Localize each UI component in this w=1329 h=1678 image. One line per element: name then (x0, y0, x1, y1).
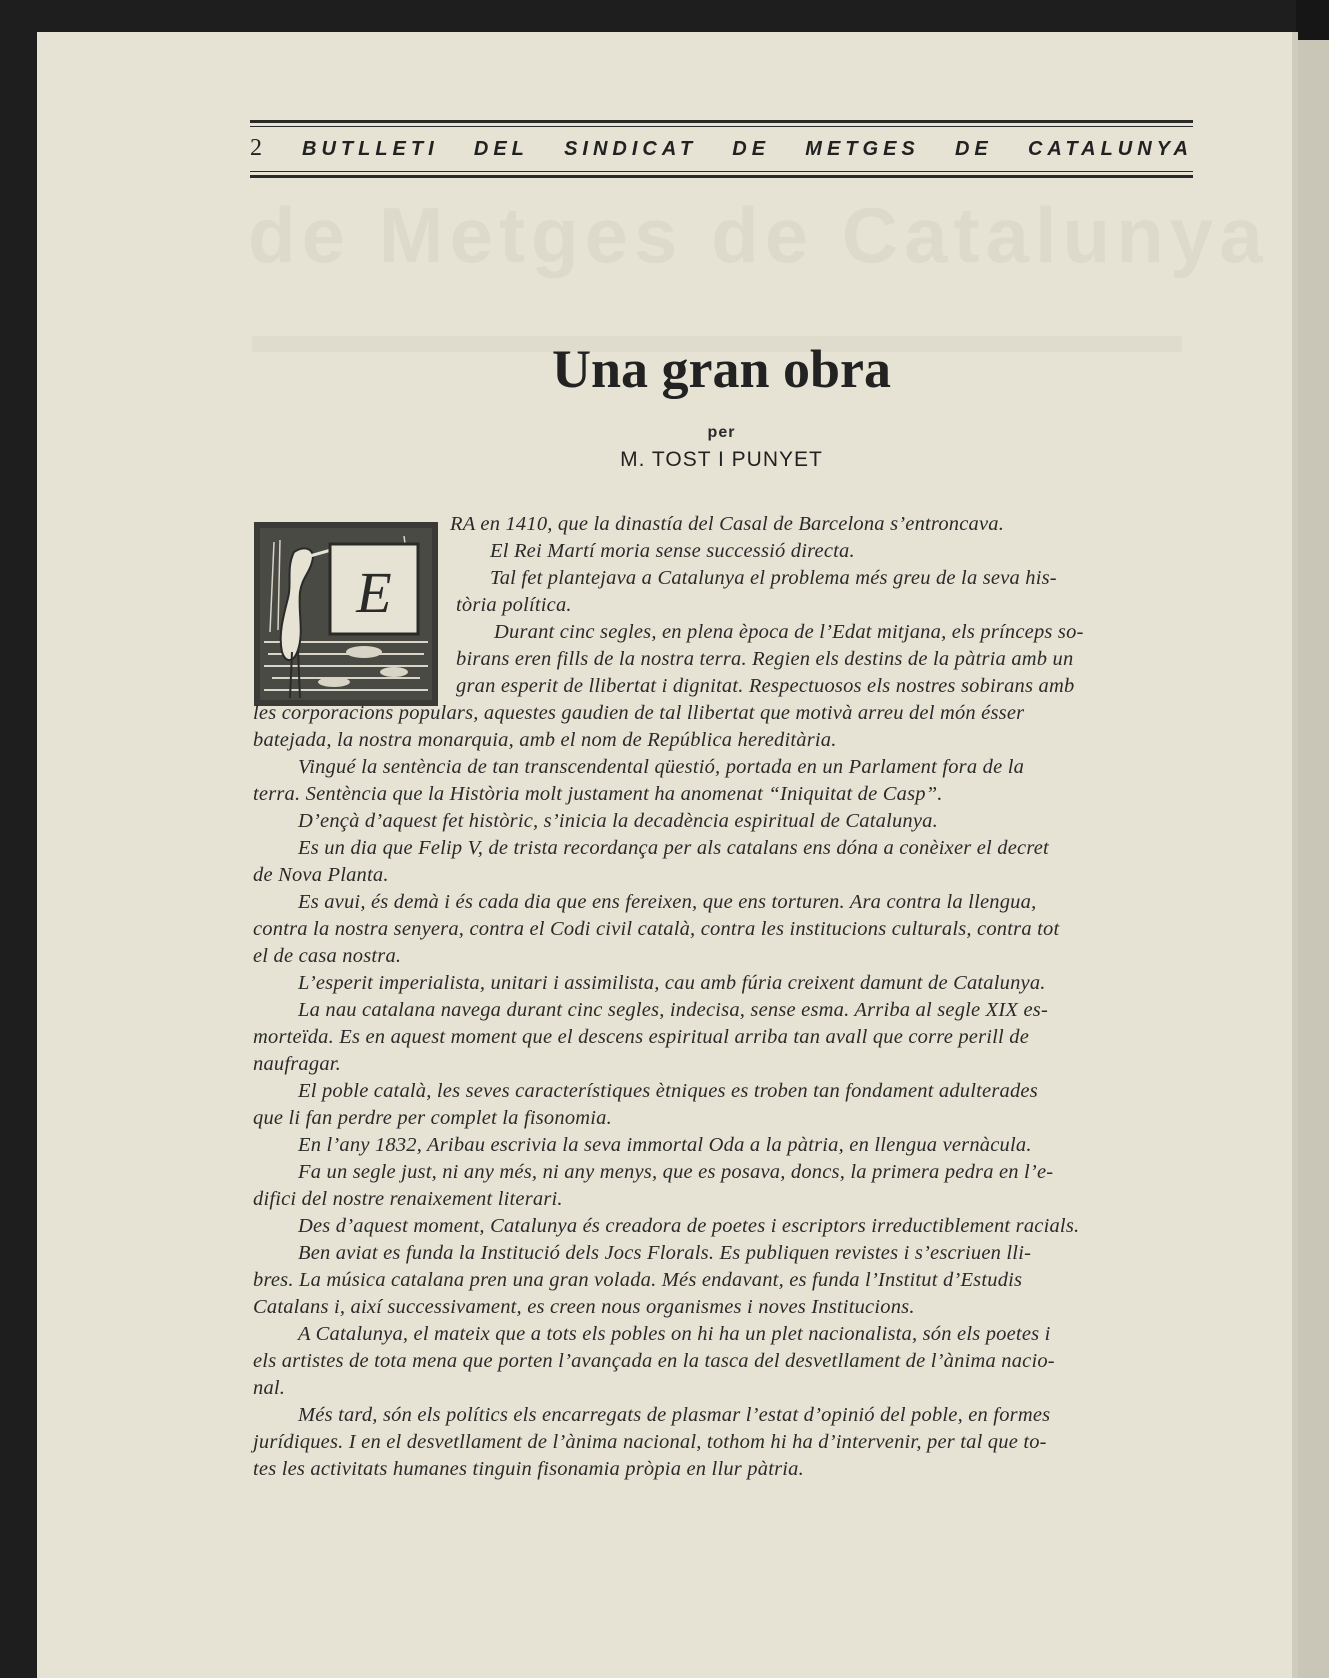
body-line: que li fan perdre per complet la fisonomia. (253, 1107, 612, 1129)
show-through-text: de Metges de Catalunya (248, 191, 1269, 279)
body-line: RA en 1410, que la dinastía del Casal de Barcelona s’entroncava. (450, 513, 1005, 535)
body-line: jurídiques. I en el desvetllament de l’ànima nacional, tothom hi ha d’intervenir, per tal que to- (253, 1431, 1047, 1453)
body-line: difici del nostre renaixement literari. (253, 1188, 563, 1210)
journal-word: DE (954, 138, 993, 160)
body-line: Es avui, és demà i és cada dia que ens fereixen, que ens torturen. Ara contra la llengua, (298, 891, 1037, 913)
journal-word: SINDICAT (564, 138, 698, 160)
body-line: de Nova Planta. (253, 864, 389, 886)
author-name: M. TOST I PUNYET (620, 448, 823, 471)
body-line: gran esperit de llibertat i dignitat. Respectuosos els nostres sobirans amb (456, 675, 1075, 697)
body-line: El Rei Martí moria sense successió directa. (490, 540, 855, 562)
body-line: D’ençà d’aquest fet històric, s’inicia la decadència espiritual de Catalunya. (298, 810, 938, 832)
body-line: morteïda. Es en aquest moment que el descens espiritual arriba tan avall que corre perill de (253, 1026, 1030, 1048)
body-line: les corporacions populars, aquestes gaudien de tal llibertat que motivà arreu del món ésser (253, 702, 1025, 724)
body-line: Més tard, són els polítics els encarregats de plasmar l’estat d’opinió del poble, en formes (298, 1404, 1051, 1426)
body-line: tes les activitats humanes tinguin fisonamia pròpia en llur pàtria. (253, 1458, 804, 1480)
body-line: Vingué la sentència de tan transcendental qüestió, portada en un Parlament fora de la (298, 756, 1025, 778)
body-line: Tal fet plantejava a Catalunya el problema més greu de la seva his- (490, 567, 1057, 589)
body-line: bres. La música catalana pren una gran volada. Més endavant, es funda l’Institut d’Estudis (253, 1269, 1023, 1291)
body-line: La nau catalana navega durant cinc segles, indecisa, sense esma. Arriba al segle XIX es- (298, 999, 1048, 1021)
body-line: naufragar. (253, 1053, 342, 1075)
article-title: Una gran obra (551, 339, 892, 399)
body-line: L’esperit imperialista, unitari i assimilista, cau amb fúria creixent damunt de Catalunya. (298, 972, 1046, 994)
body-line: Fa un segle just, ni any més, ni any menys, que es posava, doncs, la primera pedra en l’e- (298, 1161, 1054, 1183)
body-line: batejada, la nostra monarquia, amb el nom de República hereditària. (253, 729, 837, 751)
journal-word: METGES (805, 138, 920, 160)
journal-word: CATALUNYA (1027, 138, 1193, 160)
body-line: Durant cinc segles, en plena època de l’Edat mitjana, els prínceps so- (494, 621, 1084, 643)
body-line: contra la nostra senyera, contra el Codi civil català, contra les institucions culturals, contra tot (253, 918, 1060, 940)
body-line: els artistes de tota mena que porten l’avançada en la tasca del desvetllament de l’ànima nacio- (253, 1350, 1055, 1372)
byline-per: per (707, 424, 736, 441)
body-line: birans eren fills de la nostra terra. Regien els destins de la pàtria amb un (456, 648, 1074, 670)
page-number: 2 (250, 135, 262, 161)
body-line: Es un dia que Felip V, de trista recordança per als catalans ens dóna a conèixer el decret (298, 837, 1049, 859)
body-line: Des d’aquest moment, Catalunya és creadora de poetes i escriptors irreductiblement racials. (298, 1215, 1080, 1237)
journal-word: BUTLLETI (302, 138, 439, 160)
journal-word: DE (732, 138, 771, 160)
body-line: A Catalunya, el mateix que a tots els pobles on hi ha un plet nacionalista, són els poetes i (298, 1323, 1051, 1345)
body-line: terra. Sentència que la Història molt justament ha anomenat “Iniquitat de Casp”. (253, 783, 943, 805)
body-line: tòria política. (456, 594, 572, 616)
body-line: el de casa nostra. (253, 945, 402, 967)
body-line: En l’any 1832, Aribau escrivia la seva immortal Oda a la pàtria, en llengua vernàcula. (298, 1134, 1032, 1156)
body-line: Ben aviat es funda la Institució dels Jocs Florals. Es publiquen revistes i s’escriuen lli- (298, 1242, 1032, 1264)
body-line: El poble català, les seves característiques ètniques es troben tan fondament adulterades (298, 1080, 1038, 1102)
journal-word: DEL (473, 138, 529, 160)
body-line: nal. (253, 1377, 286, 1399)
body-line: Catalans i, així successivament, es creen nous organismes i noves Institucions. (253, 1296, 915, 1318)
drop-cap-letter: E (356, 560, 392, 625)
